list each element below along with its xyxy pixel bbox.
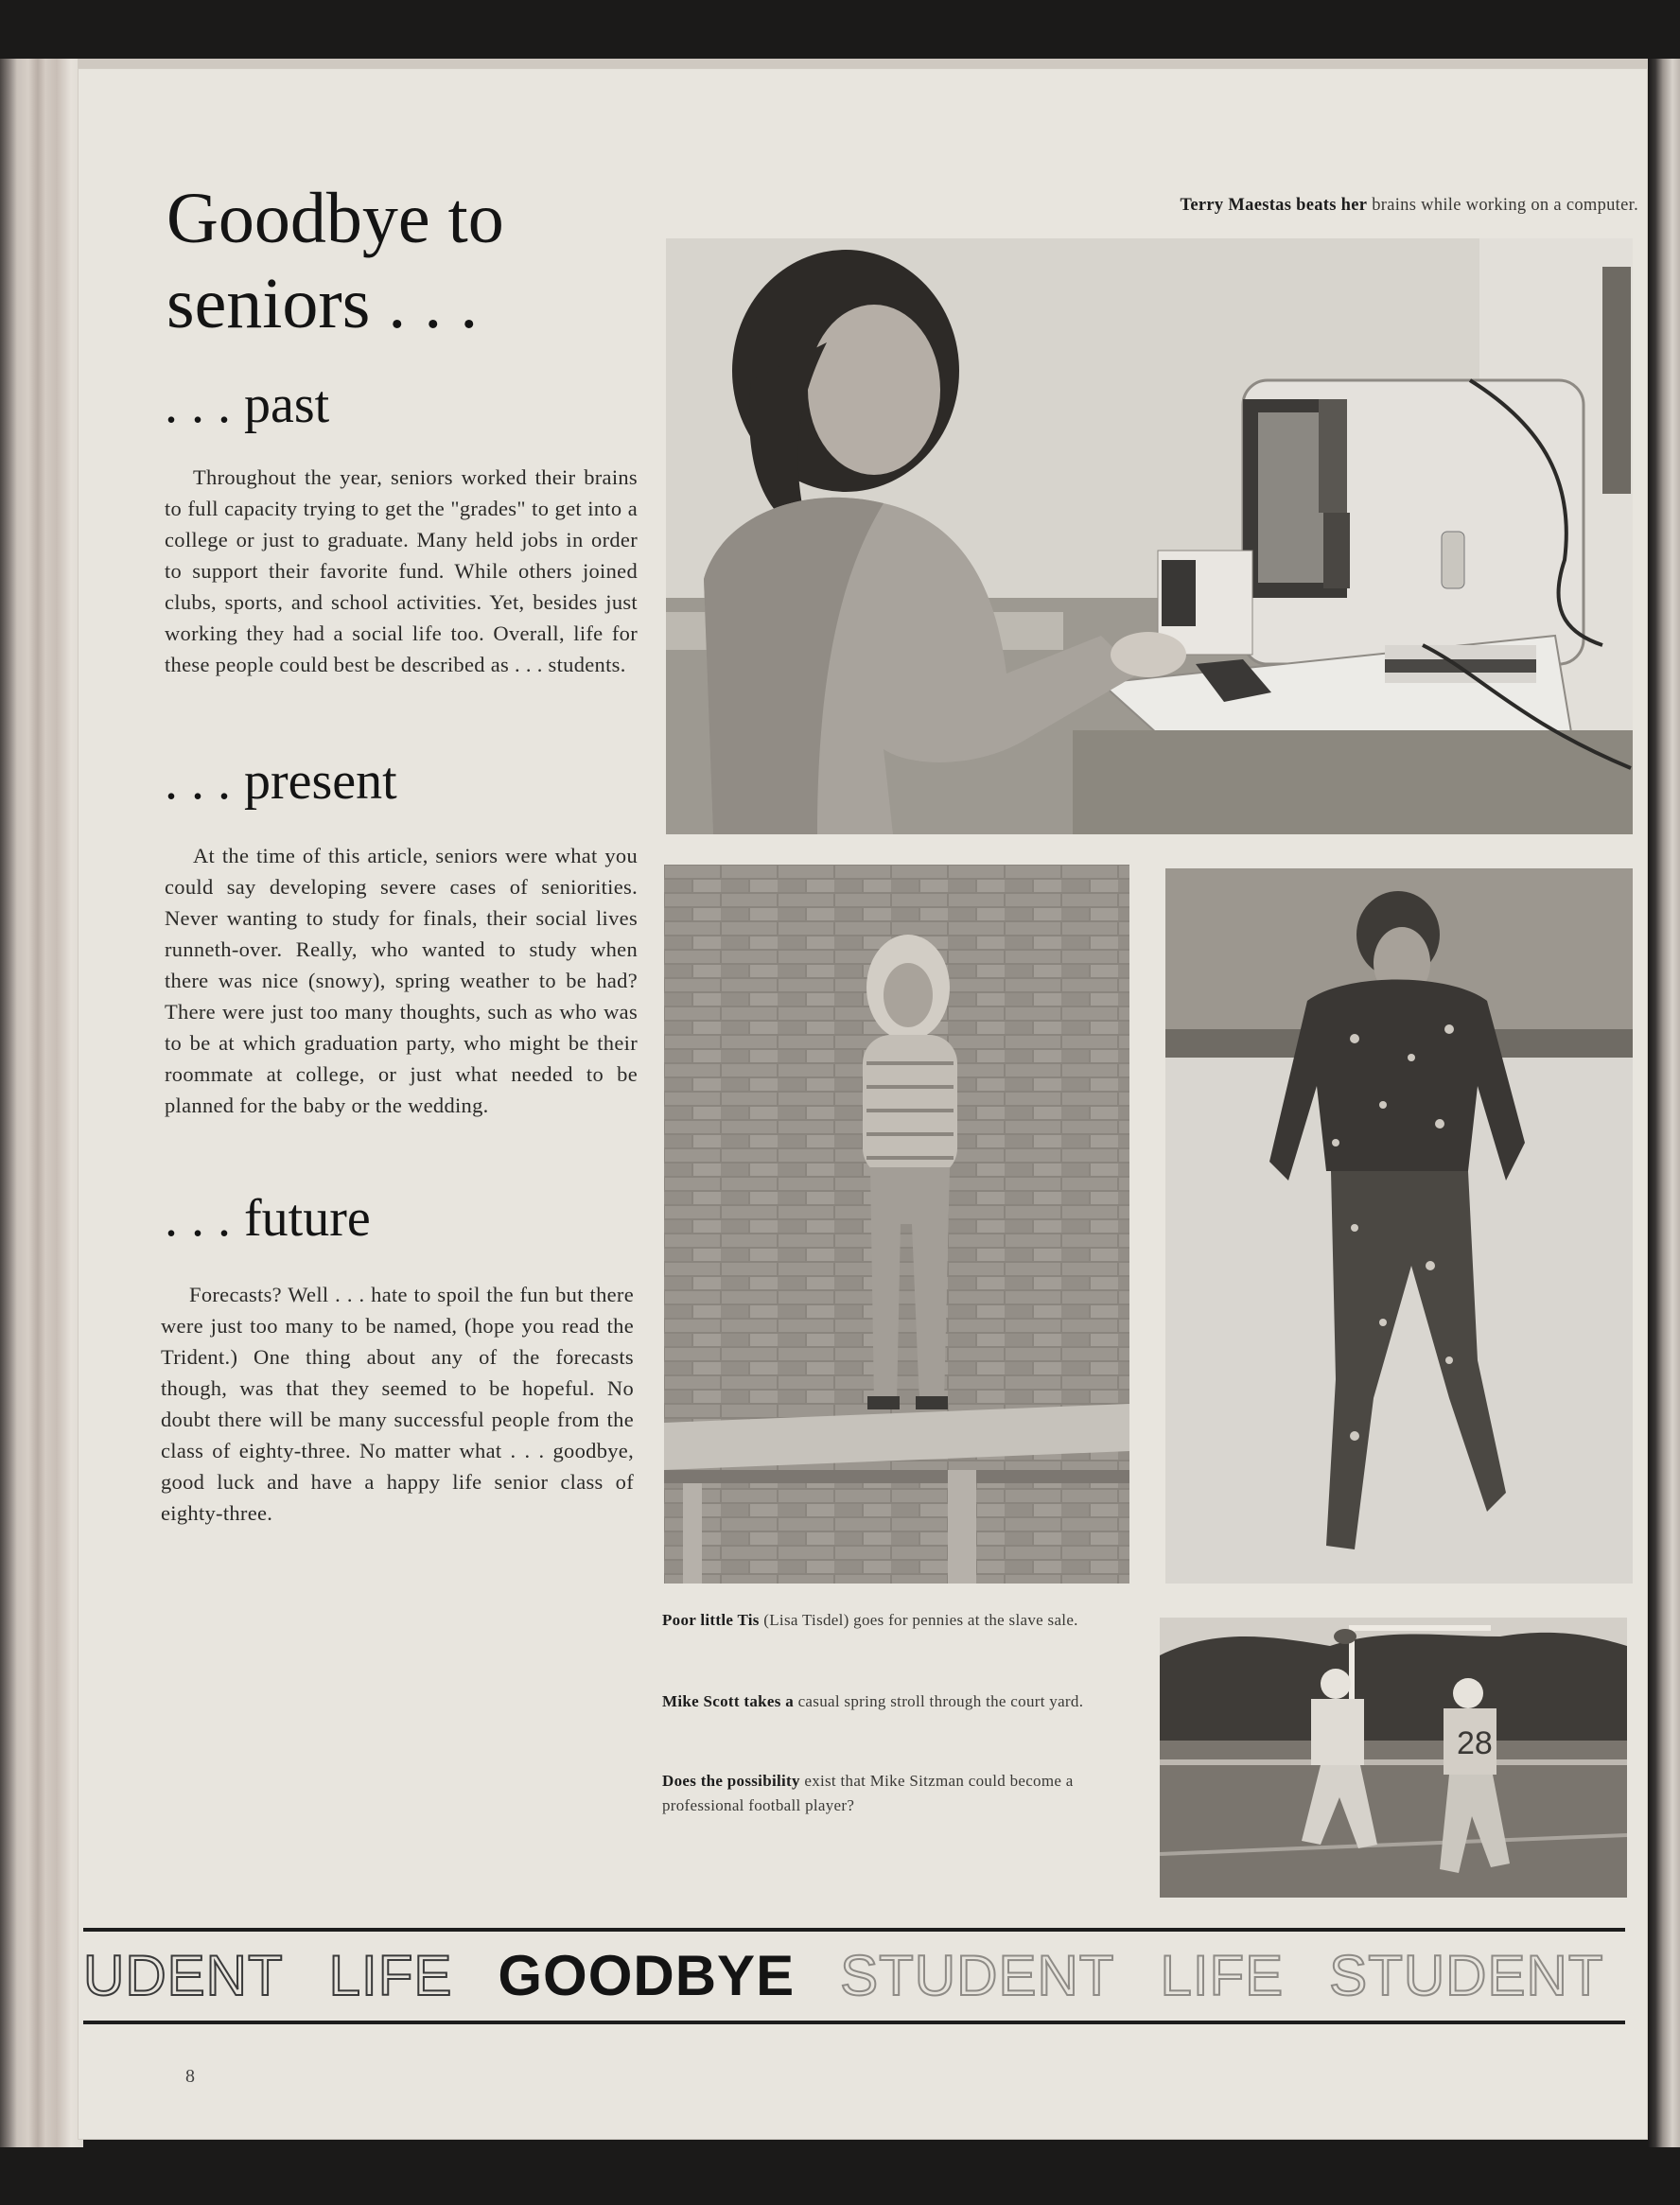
caption-computer	[1116, 193, 1638, 218]
boy-walking-photo	[1165, 868, 1633, 1584]
banner-bottom-rule	[83, 2021, 1625, 2024]
banner-item-3: GOODBYE	[498, 1944, 796, 2007]
caption-scott	[662, 1689, 1135, 1714]
section-text-past: Throughout the year, seniors worked their brains to full capacity trying to get the "grades" to get into a college or just to graduate. Many held jobs in order to support their favorite fund. While others joined clubs, sports, and school activities. Yet, besides just working they had a social life too. Overall, life for these people could best be described as . . . students.	[165, 465, 638, 676]
article-title: Goodbye to seniors . . .	[166, 179, 504, 343]
page-number: 8	[185, 2066, 195, 2087]
football-photo	[1160, 1618, 1627, 1898]
student-life-banner	[83, 1937, 1625, 2015]
section-text-present: At the time of this article, seniors were what you could say developing severe cases of seniorities. Never wanting to study for finals, their social lives runneth-over. Really, who wanted to study when there was nice (snowy), spring weather to be had? There were just too many thoughts, such as who was to be at which graduation party, who might be their roommate at college, or just what needed to be planned for the baby or the wedding.	[165, 844, 638, 1117]
page-stack-right-edge	[1648, 59, 1680, 2147]
svg-text:28: 28	[1457, 1725, 1493, 1761]
banner-item-6: STUDENT	[1329, 1944, 1604, 2007]
caption-tis	[662, 1608, 1135, 1633]
caption-scott-lead: Mike Scott takes a	[662, 1692, 795, 1710]
section-heading-future: . . . future	[165, 1189, 371, 1248]
caption-sitzman	[662, 1769, 1135, 1818]
girl-on-bench-photo	[664, 865, 1129, 1584]
section-heading-present: . . . present	[165, 752, 397, 811]
caption-sitzman-lead: Does the possibility	[662, 1772, 800, 1790]
caption-scott-rest: casual spring stroll through the court yard.	[794, 1692, 1084, 1710]
banner-item-2: LIFE	[328, 1944, 453, 2007]
caption-sitzman-rest: exist that Mike Sitzman could become a professional football player?	[662, 1772, 1074, 1814]
section-heading-past: . . . past	[165, 376, 330, 434]
computer-photo	[666, 238, 1633, 834]
caption-computer-lead: Terry Maestas beats her	[1180, 196, 1368, 215]
caption-tis-rest: (Lisa Tisdel) goes for pennies at the slave sale.	[759, 1611, 1078, 1629]
caption-tis-lead: Poor little Tis	[662, 1611, 760, 1629]
banner-item-4: STUDENT	[840, 1944, 1115, 2007]
banner-item-1: UDENT	[83, 1944, 284, 2007]
caption-computer-rest: brains while working on a computer.	[1367, 196, 1638, 215]
section-text-future: Forecasts? Well . . . hate to spoil the fun but there were just too many to be named, (hope you read the Trident.) One thing about any of the forecasts though, was that they seemed to be hopeful. No doubt there will be many successful people from the class of eighty-three. No matter what . . . goodbye, good luck and have a happy life senior class of eighty-three.	[161, 1283, 634, 1525]
page-stack-left-edge	[0, 59, 83, 2147]
banner-item-5: LIFE	[1160, 1944, 1285, 2007]
banner-top-rule	[83, 1928, 1625, 1932]
